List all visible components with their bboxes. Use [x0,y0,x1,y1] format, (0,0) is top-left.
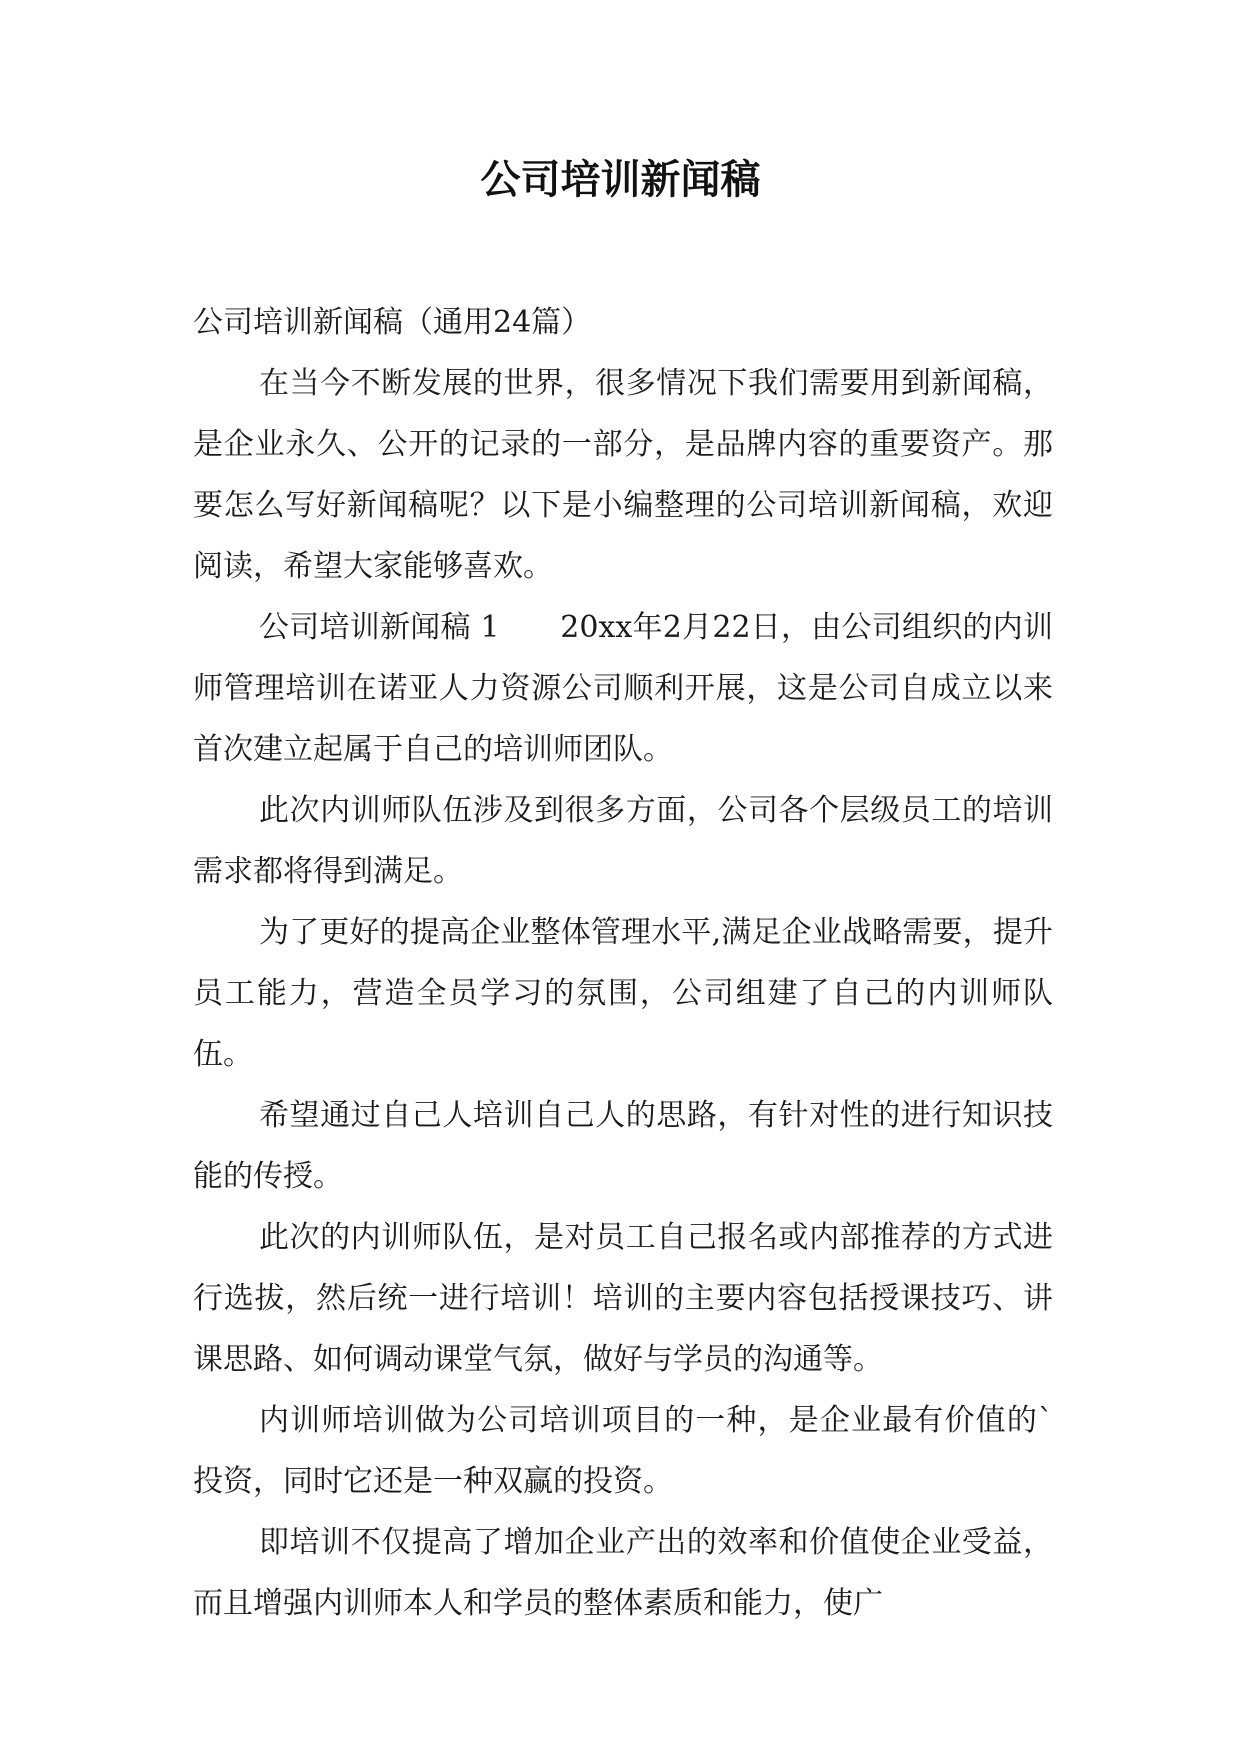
paragraph-investment: 内训师培训做为公司培训项目的一种，是企业最有价值的`投资，同时它还是一种双赢的投资。 [193,1403,1053,1499]
document-body [193,292,1053,1634]
paragraph-news-1: 公司培训新闻稿 1 20xx年2月22日，由公司组织的内训师管理培训在诺亚人力资源公司顺利开展，这是公司自成立以来首次建立起属于自己的培训师团队。 [193,610,1053,767]
paragraph-benefits: 即培训不仅提高了增加企业产出的效率和价值使企业受益，而且增强内训师本人和学员的整体素质和能力，使广 [193,1525,1053,1621]
paragraph-intro: 在当今不断发展的世界，很多情况下我们需要用到新闻稿，是企业永久、公开的记录的一部分，是品牌内容的重要资产。那要怎么写好新闻稿呢？以下是小编整理的公司培训新闻稿，欢迎阅读，希望大家能够喜欢。 [193,366,1053,584]
paragraph-training-needs: 此次内训师队伍涉及到很多方面，公司各个层级员工的培训需求都将得到满足。 [193,793,1053,889]
document-title: 公司培训新闻稿 [480,157,761,203]
paragraph-selection: 此次的内训师队伍，是对员工自己报名或内部推荐的方式进行选拔，然后统一进行培训！培训的主要内容包括授课技巧、讲课思路、如何调动课堂气氛，做好与学员的沟通等。 [193,1220,1053,1377]
paragraph-purpose: 为了更好的提高企业整体管理水平,满足企业战略需要，提升员工能力，营造全员学习的氛围，公司组建了自己的内训师队伍。 [193,915,1053,1072]
document-subtitle: 公司培训新闻稿（通用24篇） [193,305,592,340]
paragraph-approach: 希望通过自己人培训自己人的思路，有针对性的进行知识技能的传授。 [193,1098,1053,1194]
